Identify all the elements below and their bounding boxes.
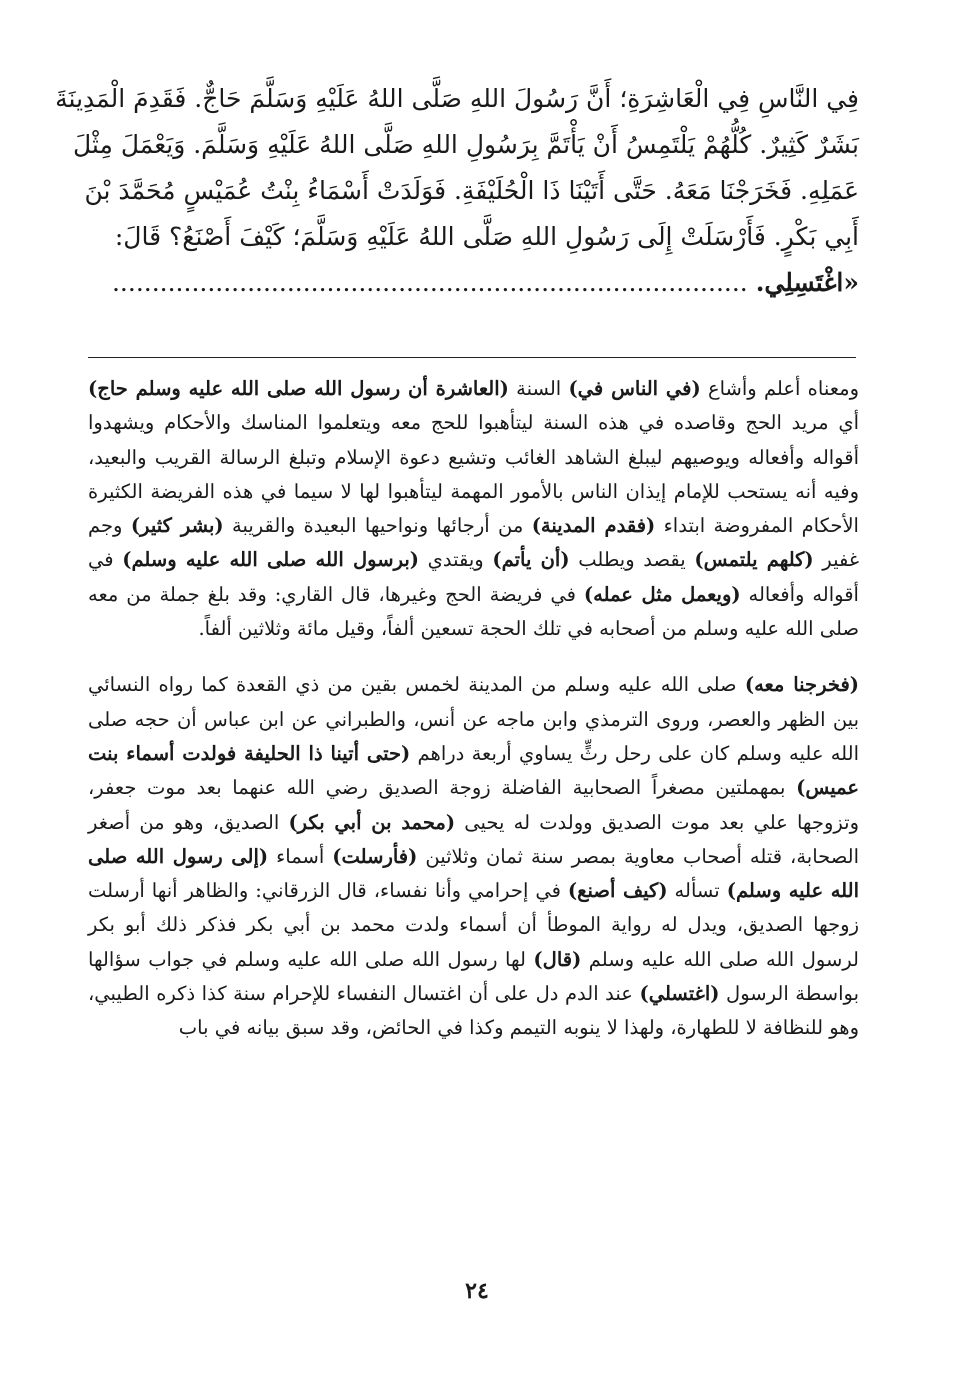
- quoted-hadith-phrase: (قال): [533, 947, 582, 971]
- commentary-text: ويقتدي: [419, 548, 493, 572]
- quoted-hadith-phrase: (ويعمل مثل عمله): [583, 582, 741, 606]
- commentary: [88, 372, 859, 1046]
- page-number: ٢٤: [465, 1278, 489, 1304]
- quoted-hadith-phrase: (بشر كثير): [130, 514, 224, 538]
- quoted-hadith-phrase: (محمد بن أبي بكر): [288, 810, 456, 834]
- commentary-paragraph: [88, 668, 859, 1045]
- hadith-line: فِي النَّاسِ فِي الْعَاشِرَةِ؛ أَنَّ رَسُولَ اللهِ صَلَّى اللهُ عَلَيْهِ وَسَلَّمَ حَاجٌّ. فَقَدِمَ الْمَدِينَةَ: [55, 84, 859, 113]
- commentary-text: لها رسول الله صلى الله عليه وسلم في جواب سؤالها بواسطة الرسول: [88, 947, 860, 1006]
- hadith-text: [55, 76, 859, 306]
- commentary-text: في إحرامي وأنا نفساء، قال الزرقاني: والظاهر أنها أرسلت زوجها الصديق، ويدل له رواية الموطأ أن أسماء ولدت محمد بن أبي بكر فذكر ذلك أبو بكر لرسول الله صلى الله عليه وسلم: [88, 879, 859, 971]
- commentary-text: من أرجائها ونواحيها البعيدة والقريبة: [223, 514, 532, 538]
- quoted-hadith-phrase: (فخرجنا معه): [744, 673, 859, 697]
- commentary-text: عند الدم دل على أن اغتسال النفساء للإحرام سنة كذا ذكره الطيبي، وهو للنظافة لا للطهارة، ولهذا لا ينوبه التيمم وكذا في الحائض، وقد سبق بيانه في باب: [88, 982, 859, 1040]
- commentary-text: في أقواله وأفعاله: [88, 548, 859, 606]
- hadith-last-word: «اغْتَسِلِي.: [755, 268, 859, 297]
- quoted-hadith-phrase: (كلهم يلتمس): [694, 548, 814, 572]
- commentary-text: في فريضة الحج وغيرها، قال القاري: وقد بلغ جملة من معه صلى الله عليه وسلم من أصحابه في تلك الحجة تسعين ألفاً، وقيل مائة وثلاثين ألفاً.: [88, 582, 859, 641]
- quoted-hadith-phrase: (إلى رسول الله صلى الله عليه وسلم): [88, 844, 859, 903]
- quoted-hadith-phrase: (أن يأتم): [492, 548, 570, 572]
- commentary-text: ومعناه أعلم وأشاع: [700, 377, 859, 400]
- hadith-line: بَشَرٌ كَثِيرٌ. كُلُّهُمْ يَلْتَمِسُ أَنْ يَأْتَمَّ بِرَسُولِ اللهِ صَلَّى اللهُ عَلَيْهِ وَسَلَّمَ. وَيَعْمَلَ مِثْلَ: [73, 130, 859, 159]
- quoted-hadith-phrase: (كيف أصنع): [567, 879, 668, 903]
- commentary-text: تسأله: [667, 879, 727, 903]
- ellipsis-dots: ................................................................................: [111, 268, 748, 297]
- quoted-hadith-phrase: (اغتسلي): [639, 982, 720, 1006]
- quoted-hadith-phrase: (فقدم المدينة): [531, 514, 656, 538]
- commentary-text: بمهملتين مصغراً الصحابية الفاضلة زوجة الصديق رضي الله عنهما بعد موت جعفر، وتزوجها علي بعد موت الصديق وولدت له يحيى: [88, 776, 859, 834]
- hadith-last-line: [88, 260, 859, 306]
- quoted-hadith-phrase: (العاشرة أن رسول الله صلى الله عليه وسلم حاج): [88, 377, 509, 400]
- quoted-hadith-phrase: (حتى أتينا ذا الحليفة فولدت أسماء بنت عميس): [88, 741, 859, 800]
- commentary-text: وجم غفير: [88, 514, 860, 572]
- separator-line: [88, 357, 856, 358]
- commentary-text: يقصد ويطلب: [569, 548, 695, 572]
- hadith-line: عَمَلِهِ. فَخَرَجْنَا مَعَهُ. حَتَّى أَتَيْنَا ذَا الْحُلَيْفَةِ. فَوَلَدَتْ أَسْمَاءُ بِنْتُ عُمَيْسٍ مُحَمَّدَ بْنَ: [84, 176, 859, 205]
- commentary-text: الصديق، وهو من أصغر الصحابة، قتله أصحاب معاوية بمصر سنة ثمان وثلاثين: [88, 810, 860, 868]
- commentary-text: أي مريد الحج وقاصده في هذه السنة ليتأهبوا للحج معه ويتعلموا المناسك والأحكام ويشهدوا أقواله وأفعاله ويوصيهم ليبلغ الشاهد الغائب وتشيع دعوة الإسلام وتبلغ الرسالة القريب والبعيد، وفيه أنه يستحب للإمام إيذان الناس بالأمور المهمة ليتأهبوا لها لا سيما في هذه الفريضة الكثيرة الأحكام المفروضة ابتداء: [88, 411, 859, 538]
- quoted-hadith-phrase: (فأرسلت): [332, 844, 418, 868]
- commentary-text: صلى الله عليه وسلم من المدينة لخمس بقين من ذي القعدة كما رواه النسائي بين الظهر والعصر، وروى الترمذي وابن ماجه عن أنس، والطبراني عن ابن عباس أن حجه صلى الله عليه وسلم كان على رحل رثٍّ يساوي أربعة دراهم: [88, 673, 859, 765]
- quoted-hadith-phrase: (برسول الله صلى الله عليه وسلم): [122, 548, 419, 572]
- commentary-paragraph: [88, 372, 859, 646]
- commentary-text: أسماء: [268, 844, 333, 868]
- commentary-text: السنة: [508, 377, 569, 400]
- quoted-hadith-phrase: (في الناس في): [568, 377, 701, 400]
- hadith-line: أَبِي بَكْرٍ. فَأَرْسَلَتْ إِلَى رَسُولِ اللهِ صَلَّى اللهُ عَلَيْهِ وَسَلَّمَ؛ كَيْفَ أَصْنَعُ؟ قَالَ:: [114, 222, 859, 251]
